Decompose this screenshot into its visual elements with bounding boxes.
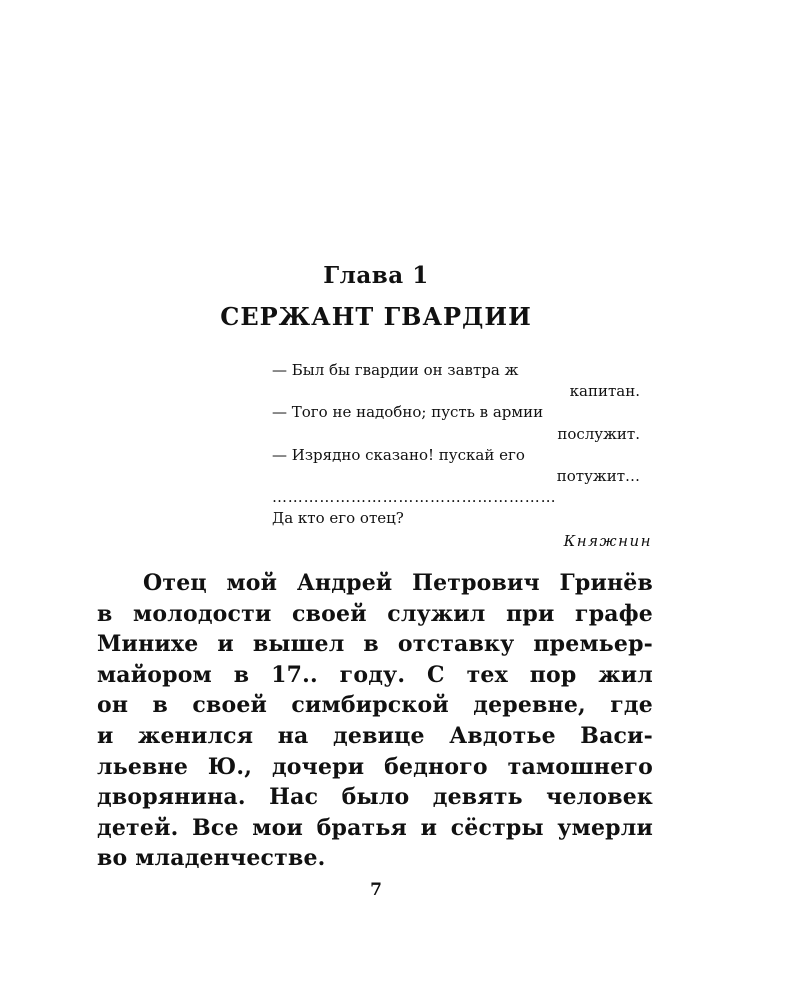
body-line: он в своей симбирской деревне, где [97,692,653,719]
body-line: Минихе и вышел в отставку премьер- [97,631,653,658]
epigraph-line: — Был бы гвардии он завтра ж [272,361,519,379]
epigraph [272,360,652,552]
page-number: 7 [370,880,382,900]
body-paragraph [97,568,653,874]
body-line: майором в 17.. году. С тех пор жил [97,661,653,688]
body-line: во младенчестве. [97,845,326,872]
epigraph-line: капитан. [569,382,640,401]
epigraph-ellipsis-line: ……………………………………………… [272,488,557,507]
epigraph-line: Да кто его отец? [272,509,404,528]
epigraph-line: послужит. [557,424,640,443]
chapter-number: Глава 1 [323,262,429,289]
body-line: дворянина. Нас было девять человек [97,784,653,811]
body-line: Отец мой Андрей Петрович Гринёв [143,570,653,596]
epigraph-line: — Того не надобно; пусть в армии [272,403,544,422]
body-line: детей. Все мои братья и сёстры умерли [97,814,653,841]
body-line: льевне Ю., дочери бедного тамошнего [97,753,653,780]
chapter-title: СЕРЖАНТ ГВАРДИИ [220,302,532,331]
body-line: в молодости своей служил при графе [97,600,653,627]
epigraph-line: — Изрядно сказано! пускай его [272,445,525,464]
epigraph-line: потужит… [556,467,640,486]
body-line: и женился на девице Авдотье Васи- [97,722,653,749]
epigraph-author: Княжнин [563,531,652,550]
